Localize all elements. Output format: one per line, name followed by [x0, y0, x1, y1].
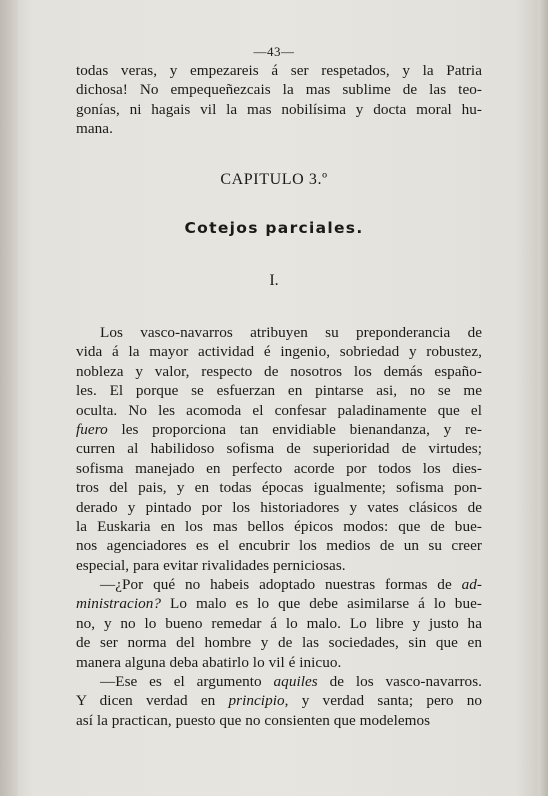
- text-segment: de los vasco-navarros.: [317, 673, 483, 690]
- italic-term: principio: [228, 692, 285, 710]
- text-segment: la Euskaria en los mas bellos épicos modos: que de bue-: [76, 518, 482, 536]
- page-right-edge: [538, 0, 548, 796]
- text-line: [76, 614, 482, 633]
- text-segment: , y verdad santa; pero no: [284, 692, 482, 710]
- text-segment: no, y no lo bueno remedar á lo malo. Lo libre y justo ha: [76, 614, 482, 632]
- text-line: [76, 439, 482, 458]
- text-line: [76, 536, 482, 555]
- text-segment: nobleza y valor, respecto de nosotros los demás españo-: [76, 362, 482, 380]
- text-line: [76, 401, 482, 420]
- text-segment: —¿Por qué no habeis adoptado nuestras formas de: [100, 576, 462, 593]
- text-segment: Lo malo es lo que debe asimilarse á lo bue-: [161, 595, 482, 613]
- text-line: [76, 323, 482, 342]
- text-line: mana.: [76, 120, 113, 138]
- text-line: gonías, ni hagais vil la mas nobilísima y docta moral hu-: [76, 100, 482, 118]
- text-segment: oculta. No les acomoda el confesar paladinamente que el: [76, 401, 482, 419]
- italic-term: fuero: [76, 421, 108, 439]
- text-segment: de ser norma del hombre y de las sociedades, sin que en: [76, 634, 482, 652]
- text-line: [76, 459, 482, 478]
- paragraph-3: [76, 672, 482, 730]
- text-segment: Y dicen verdad en: [76, 692, 229, 710]
- text-segment: vida á la mayor actividad é ingenio, sobriedad y robustez,: [76, 343, 482, 361]
- text-segment: —Ese es el argumento: [100, 673, 274, 690]
- text-line: [76, 691, 482, 710]
- text-segment: especial, para evitar rivalidades perniciosas.: [76, 556, 346, 574]
- text-segment: así la practican, puesto que no consienten que modelemos: [76, 711, 431, 729]
- text-segment: nos agenciadores es el encubrir los medios de un su creer: [76, 537, 482, 555]
- section-number: I.: [269, 272, 279, 289]
- italic-term: ministracion?: [76, 595, 162, 613]
- text-line: [76, 575, 482, 594]
- intro-paragraph: [76, 61, 482, 139]
- text-segment: tros del pais, y en todas épocas igualmente; sofisma pon-: [76, 479, 482, 497]
- chapter-title: CAPITULO 3.º: [220, 171, 328, 188]
- text-segment: Los vasco-navarros atribuyen su preponderancia de: [100, 324, 482, 341]
- text-line: [76, 672, 482, 691]
- text-line: [76, 517, 482, 536]
- section-title: Cotejos parciales.: [184, 219, 364, 237]
- text-segment: sofisma manejado en perfecto acorde por todos los dies-: [76, 459, 482, 477]
- text-segment: les. El porque se esfuerzan en pintarse asi, no se me: [76, 382, 482, 400]
- text-segment: les proporciona tan envidiable bienandanza, y re-: [107, 421, 482, 439]
- text-line: [76, 653, 482, 672]
- text-line: [76, 594, 482, 613]
- italic-term: ad-: [461, 576, 482, 593]
- page-number: —43—: [253, 44, 295, 59]
- text-line: dichosa! No empequeñezcais la mas sublime de las teo-: [76, 81, 482, 99]
- text-line: [76, 556, 482, 575]
- text-line: [76, 711, 482, 730]
- text-line: [76, 420, 482, 439]
- text-segment: manera alguna deba abatirlo lo vil é inicuo.: [76, 653, 342, 671]
- text-line: [76, 498, 482, 517]
- page-left-edge: [0, 0, 18, 796]
- text-line: [76, 633, 482, 652]
- paragraph-2: [76, 575, 482, 672]
- text-line: todas veras, y empezareis á ser respetados, y la Patria: [76, 62, 482, 79]
- text-line: [76, 381, 482, 400]
- text-segment: derado y pintado por los historiadores y vates clásicos de: [76, 498, 482, 516]
- text-line: [76, 478, 482, 497]
- italic-term: aquiles: [273, 673, 318, 690]
- paragraph-1: [76, 323, 482, 575]
- text-line: [76, 362, 482, 381]
- text-segment: curren al habilidoso sofisma de superioridad de virtudes;: [76, 440, 482, 458]
- text-line: [76, 342, 482, 361]
